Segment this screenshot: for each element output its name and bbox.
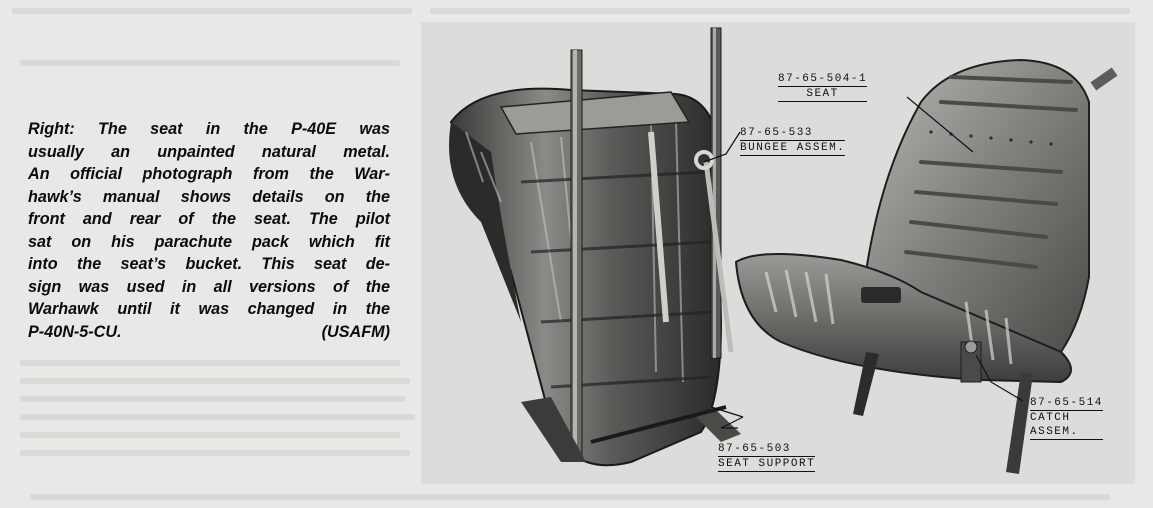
caption-line: Right: The seat in the P-40E was [28,120,390,138]
callout-catch-name-1: CATCH [1030,412,1071,424]
caption-line: hawk’s manual shows details on the [28,187,390,206]
caption-line: front and rear of the seat. The pilot [28,210,390,228]
callout-seat-name: SEAT [778,87,867,102]
caption-line: sat on his parachute pack which fit [28,232,390,251]
callout-catch-name-2: ASSEM. [1030,425,1103,440]
caption-last-line [28,321,390,344]
callout-support-name: SEAT SUPPORT [718,458,816,470]
caption-line: Warhawk until it was changed in the [28,300,390,318]
seat-photograph [421,22,1135,484]
callout-seat [778,72,867,102]
caption-line: sign was used in all versions of the [28,277,390,296]
callout-catch [1030,396,1103,440]
rear-view-seat [449,28,741,465]
caption-line: An official photograph from the War- [28,165,390,183]
callout-bungee-name: BUNGEE ASSEM. [740,142,846,154]
caption-line: P-40N-5-CU. [28,322,122,341]
callout-catch-part: 87-65-514 [1030,397,1103,409]
figure-caption [28,118,390,343]
callout-seat-part: 87-65-504-1 [778,73,868,85]
callout-bungee [740,126,845,156]
callout-support [718,442,815,472]
photo-credit: (USAFM) [321,322,390,341]
caption-line: usually an unpainted natural metal. [28,142,390,161]
callout-support-part: 87-65-503 [718,442,815,457]
caption-line: into the seat’s bucket. This seat de- [28,255,390,273]
callout-bungee-part: 87-65-533 [740,126,845,141]
